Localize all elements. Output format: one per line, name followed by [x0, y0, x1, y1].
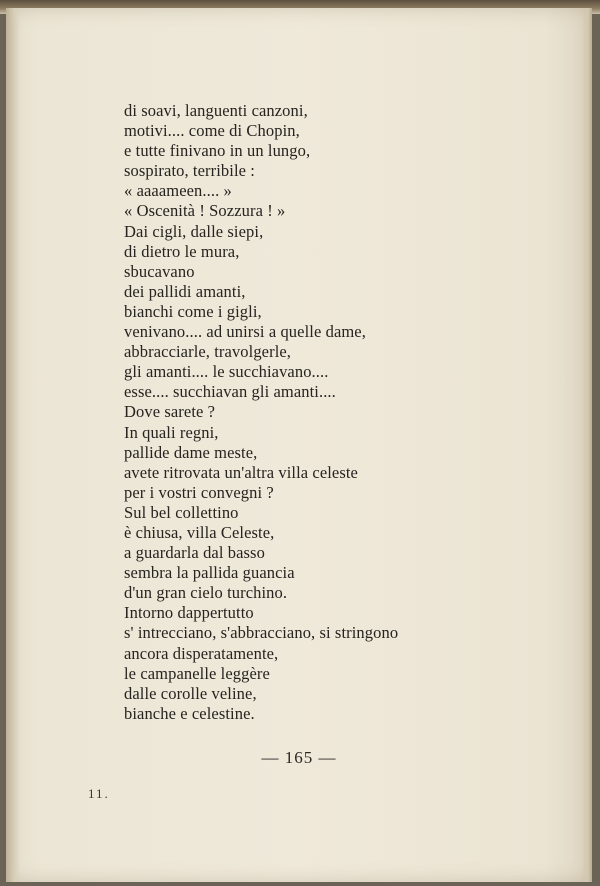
poem-line: bianchi come i gigli,	[124, 301, 262, 321]
poem-line: sospirato, terribile :	[124, 161, 255, 181]
poem-line: per i vostri convegni ?	[124, 482, 274, 502]
poem-line: di dietro le mura,	[124, 241, 240, 261]
poem-line: dei pallidi amanti,	[124, 281, 246, 301]
poem-line: d'un gran cielo turchino.	[124, 583, 288, 603]
page-number: — 165 —	[261, 748, 337, 767]
poem-line: a guardarla dal basso	[124, 543, 265, 563]
poem-line: ancora disperatamente,	[124, 643, 279, 663]
poem-line: e tutte finivano in un lungo,	[124, 141, 311, 161]
poem-line: di soavi, languenti canzoni,	[124, 101, 308, 120]
poem-line: è chiusa, villa Celeste,	[124, 522, 275, 542]
poem-line: Sul bel collettino	[124, 502, 239, 522]
poem-line: Intorno dappertutto	[124, 603, 254, 623]
poem-line: Dove sarete ?	[124, 402, 216, 422]
signature-mark: 11.	[88, 786, 110, 801]
poem-line: sbucavano	[124, 261, 195, 281]
poem-line: esse.... succhiavan gli amanti....	[124, 382, 336, 402]
poem-line: motivi.... come di Chopin,	[124, 121, 300, 141]
poem-line: gli amanti.... le succhiavano....	[124, 362, 329, 382]
poem-line: s' intrecciano, s'abbracciano, si stringono	[124, 623, 399, 643]
poem-line: abbracciarle, travolgerle,	[124, 342, 292, 362]
poem-line: Dai cigli, dalle siepi,	[124, 221, 264, 241]
poem-line: sembra la pallida guancia	[124, 563, 295, 583]
poem-line: bianche e celestine.	[124, 703, 255, 723]
poem-line: In quali regni,	[124, 422, 219, 442]
poem-text	[124, 101, 398, 724]
poem-line: avete ritrovata un'altra villa celeste	[124, 462, 358, 482]
poem-line: dalle corolle veline,	[124, 683, 257, 703]
poem-line: « aaaameen.... »	[124, 181, 232, 201]
poem-line: le campanelle leggère	[124, 663, 270, 683]
poem-line: venivano.... ad unirsi a quelle dame,	[124, 322, 366, 342]
book-page	[6, 8, 592, 882]
poem-line: « Oscenità ! Sozzura ! »	[124, 201, 286, 221]
poem-line: pallide dame meste,	[124, 442, 258, 462]
